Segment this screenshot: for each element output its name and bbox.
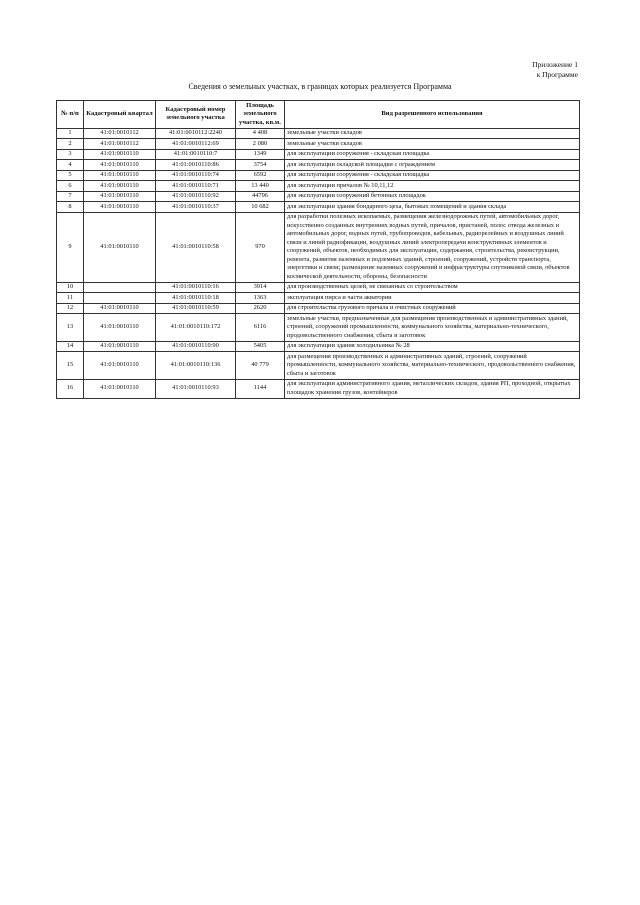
cell-area: 3914 <box>236 282 285 293</box>
cell-permitted-use: для эксплуатации здания холодильника № 28 <box>285 341 580 352</box>
cell-permitted-use: для размещения производственных и административных зданий, строений, сооружений промышленности, коммунального хозяйства, материально-технического, продовольственного снабжения, сбыта и заготовок <box>285 352 580 380</box>
cell-cadastral-number: 41:01:0010110:58 <box>156 212 236 282</box>
cell-cadastral-number: 41:01:0010110:37 <box>156 202 236 213</box>
table-row <box>57 139 580 150</box>
cell-cadastral-quarter: 41:01:0010112 <box>84 128 156 139</box>
cell-area: 1363 <box>236 293 285 304</box>
cell-permitted-use: для разработки полезных ископаемых, размещения железнодорожных путей, автомобильных дорог, искусственно созданных внутренних водных путей, причалов, пристаней, полос отвода железных и автомобильных дорог, водных путей, трубопроводов, кабельных, радиорелейных и воздушных линий связи и линий радиофикации, воздушных линий электропередачи конструктивных элементов и сооружений, объектов, необходимых для эксплуатации, содержания, строительства, реконструкции, ремонта, развития наземных и подземных зданий, строений, сооружений, устройств транспорта, энергетики и связи; размещение наземных сооружений и инфраструктуры спутниковой связи, объектов космической деятельности, обороны, безопасности <box>285 212 580 282</box>
table-row <box>57 149 580 160</box>
table-row <box>57 379 580 398</box>
cell-cadastral-number: 41:01:0010110:71 <box>156 181 236 192</box>
table-row <box>57 293 580 304</box>
cell-cadastral-number: 41:01:0010112:2240 <box>156 128 236 139</box>
table-row <box>57 202 580 213</box>
cell-cadastral-number: 41:01:0010110:172 <box>156 314 236 342</box>
header-cadastral-quarter: Кадастровый квартал <box>84 101 156 129</box>
table-row <box>57 212 580 282</box>
cell-cadastral-quarter: 41:01:0010110 <box>84 303 156 314</box>
header-number: № п/п <box>57 101 84 129</box>
cell-cadastral-quarter: 41:01:0010110 <box>84 341 156 352</box>
cell-number: 2 <box>57 139 84 150</box>
cell-area: 970 <box>236 212 285 282</box>
cell-cadastral-quarter: 41:01:0010110 <box>84 352 156 380</box>
cell-permitted-use: для эксплуатации причалов № 10,11,12 <box>285 181 580 192</box>
cell-number: 4 <box>57 160 84 171</box>
cell-number: 10 <box>57 282 84 293</box>
cell-area: 4 408 <box>236 128 285 139</box>
table-row <box>57 352 580 380</box>
cell-permitted-use: для эксплуатации сооружения - складская площадка <box>285 149 580 160</box>
cell-number: 8 <box>57 202 84 213</box>
cell-area: 40 779 <box>236 352 285 380</box>
cell-permitted-use: для строительства грузового причала и очистных сооружений <box>285 303 580 314</box>
appendix-note <box>532 60 578 80</box>
cell-area: 10 682 <box>236 202 285 213</box>
cell-cadastral-quarter: 41:01:0010110 <box>84 379 156 398</box>
cell-area: 2 080 <box>236 139 285 150</box>
table-row <box>57 170 580 181</box>
cell-number: 11 <box>57 293 84 304</box>
table-row <box>57 128 580 139</box>
cell-cadastral-quarter <box>84 293 156 304</box>
cell-permitted-use: земельные участки, предназначенные для размещения производственных и административных зданий, строений, сооружений промышленности, коммунального хозяйства, материально-технического, продовольственного снабжения, сбыта и заготовок <box>285 314 580 342</box>
cell-area: 13 440 <box>236 181 285 192</box>
cell-cadastral-number: 41:01:0010110:136 <box>156 352 236 380</box>
cell-number: 3 <box>57 149 84 160</box>
cell-cadastral-quarter: 41:01:0010110 <box>84 191 156 202</box>
table-row <box>57 160 580 171</box>
cell-cadastral-quarter: 41:01:0010110 <box>84 160 156 171</box>
cell-cadastral-number: 41:01:0010110:7 <box>156 149 236 160</box>
cell-permitted-use: для эксплуатации административного здания, металлических складов, здания РП, проходной, открытых площадок хранения грузов, контейнеров <box>285 379 580 398</box>
cell-cadastral-number: 41:01:0010110:92 <box>156 191 236 202</box>
cell-permitted-use: для эксплуатации складской площадки с ограждением <box>285 160 580 171</box>
header-permitted-use: Вид разрешенного использования <box>285 101 580 129</box>
cell-permitted-use: для эксплуатации сооружения - складская площадка <box>285 170 580 181</box>
table-row <box>57 314 580 342</box>
cell-area: 2620 <box>236 303 285 314</box>
appendix-line-2: к Программе <box>536 70 578 79</box>
table-row <box>57 341 580 352</box>
table-row <box>57 303 580 314</box>
cell-area: 3754 <box>236 160 285 171</box>
cell-area: 5405 <box>236 341 285 352</box>
cell-area: 44796 <box>236 191 285 202</box>
cell-area: 1144 <box>236 379 285 398</box>
cell-number: 16 <box>57 379 84 398</box>
cell-cadastral-quarter <box>84 282 156 293</box>
cell-permitted-use: для производственных целей, не связанных со строительством <box>285 282 580 293</box>
cell-cadastral-number: 41:01:0010110:59 <box>156 303 236 314</box>
cell-cadastral-number: 41:01:0010110:93 <box>156 379 236 398</box>
cell-number: 13 <box>57 314 84 342</box>
header-area: Площадь земельного участка, кв.м. <box>236 101 285 129</box>
table-row <box>57 282 580 293</box>
cell-cadastral-quarter: 41:01:0010110 <box>84 202 156 213</box>
cell-number: 7 <box>57 191 84 202</box>
cell-permitted-use: эксплуатация пирса и части акватории <box>285 293 580 304</box>
cell-area: 6116 <box>236 314 285 342</box>
cell-number: 15 <box>57 352 84 380</box>
table-header-row <box>57 101 580 129</box>
cell-permitted-use: земельные участки складов <box>285 128 580 139</box>
appendix-line-1: Приложение 1 <box>532 60 578 69</box>
cell-cadastral-number: 41:01:0010110:16 <box>156 282 236 293</box>
cell-cadastral-quarter: 41:01:0010110 <box>84 170 156 181</box>
cell-cadastral-number: 41:01:0010110:90 <box>156 341 236 352</box>
cell-cadastral-quarter: 41:01:0010110 <box>84 314 156 342</box>
cell-number: 12 <box>57 303 84 314</box>
table-row <box>57 181 580 192</box>
cell-cadastral-quarter: 41:01:0010112 <box>84 139 156 150</box>
cell-number: 1 <box>57 128 84 139</box>
cell-cadastral-number: 41:01:0010110:18 <box>156 293 236 304</box>
cell-cadastral-quarter: 41:01:0010110 <box>84 181 156 192</box>
cell-cadastral-quarter: 41:01:0010110 <box>84 149 156 160</box>
table-row <box>57 191 580 202</box>
cell-permitted-use: для эксплуатации сооружений бетонных площадок <box>285 191 580 202</box>
cell-number: 5 <box>57 170 84 181</box>
cell-area: 1349 <box>236 149 285 160</box>
land-plots-table <box>56 100 580 399</box>
cell-number: 9 <box>57 212 84 282</box>
cell-number: 6 <box>57 181 84 192</box>
header-cadastral-number: Кадастровый номер земельного участка <box>156 101 236 129</box>
cell-area: 6592 <box>236 170 285 181</box>
cell-permitted-use: для эксплуатации здания бондарного цеха, бытовых помещений и здания склада <box>285 202 580 213</box>
cell-cadastral-quarter: 41:01:0010110 <box>84 212 156 282</box>
cell-cadastral-number: 41:01:0010110:86 <box>156 160 236 171</box>
cell-permitted-use: земельные участки складов <box>285 139 580 150</box>
cell-cadastral-number: 41:01:0010110:74 <box>156 170 236 181</box>
document-title: Сведения о земельных участках, в границах которых реализуется Программа <box>188 82 452 91</box>
cell-number: 14 <box>57 341 84 352</box>
cell-cadastral-number: 41:01:0010112:69 <box>156 139 236 150</box>
